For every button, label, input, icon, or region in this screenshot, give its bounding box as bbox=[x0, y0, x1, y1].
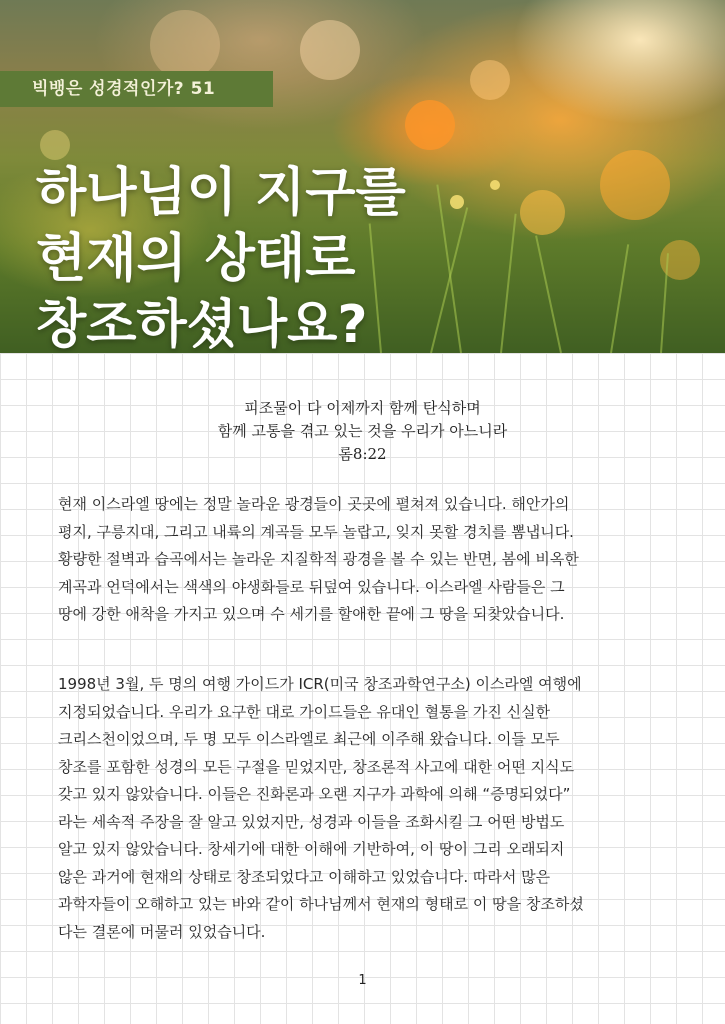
verse-line: 피조물이 다 이제까지 함께 탄식하며 bbox=[244, 399, 481, 417]
paragraph-2 bbox=[58, 671, 678, 946]
paragraph-line: 않은 과거에 현재의 상태로 창조되었다고 이해하고 있었습니다. 따라서 많은 bbox=[58, 867, 551, 886]
paragraph-line: 다는 결론에 머물러 있었습니다. bbox=[58, 922, 266, 941]
title-line: 창조하셨나요? bbox=[36, 295, 368, 353]
cover-photo bbox=[0, 0, 725, 353]
paragraph-line: 크리스천이었으며, 두 명 모두 이스라엘로 최근에 이주해 왔습니다. 이들 모두 bbox=[58, 730, 560, 748]
bible-verse bbox=[0, 397, 725, 466]
title-line: 하나님이 지구를 bbox=[36, 163, 406, 223]
paragraph-line: 라는 세속적 주장을 잘 알고 있었지만, 성경과 이들을 조화시킬 그 어떤 방법도 bbox=[58, 812, 565, 831]
series-label: 빅뱅은 성경적인가? 51 bbox=[0, 71, 273, 107]
verse-reference: 롬8:22 bbox=[338, 445, 387, 463]
paragraph-line: 알고 있지 않았습니다. 창세기에 대한 이해에 기반하여, 이 땅이 그리 오래되지 bbox=[58, 840, 565, 858]
page-number: 1 bbox=[358, 973, 367, 988]
paragraph-line: 갖고 있지 않았습니다. 이들은 진화론과 오랜 지구가 과학에 의해 “증명되었다” bbox=[58, 785, 571, 803]
paragraph-line: 계곡과 언덕에서는 색색의 야생화들로 뒤덮여 있습니다. 이스라엘 사람들은 그 bbox=[58, 577, 565, 596]
page-title bbox=[36, 160, 556, 353]
paragraph-line: 1998년 3월, 두 명의 여행 가이드가 ICR(미국 창조과학연구소) 이스라엘 여행에 bbox=[58, 675, 582, 693]
title-line: 현재의 상태로 bbox=[36, 229, 356, 289]
paragraph-line: 창조를 포함한 성경의 모든 구절을 믿었지만, 창조론적 사고에 대한 어떤 지식도 bbox=[58, 757, 575, 776]
paragraph-line: 황량한 절벽과 습곡에서는 놀라운 지질학적 광경을 볼 수 있는 반면, 봄에 비옥한 bbox=[58, 550, 579, 568]
paragraph-1 bbox=[58, 491, 678, 629]
paragraph-line: 땅에 강한 애착을 가지고 있으며 수 세기를 할애한 끝에 그 땅을 되찾았습니다. bbox=[58, 605, 565, 623]
paragraph-line: 지정되었습니다. 우리가 요구한 대로 가이드들은 유대인 혈통을 가진 신실한 bbox=[58, 702, 551, 721]
content-area bbox=[0, 353, 725, 1024]
verse-line: 함께 고통을 겪고 있는 것을 우리가 아느니라 bbox=[217, 422, 508, 440]
paragraph-line: 과학자들이 오해하고 있는 바와 같이 하나님께서 현재의 형태로 이 땅을 창조하셨 bbox=[58, 895, 584, 913]
paragraph-line: 평지, 구릉지대, 그리고 내륙의 계곡들 모두 놀랍고, 잊지 못할 경치를 뽐냅니다. bbox=[58, 522, 574, 541]
paragraph-line: 현재 이스라엘 땅에는 정말 놀라운 광경들이 곳곳에 펼쳐져 있습니다. 해안가의 bbox=[58, 495, 570, 513]
